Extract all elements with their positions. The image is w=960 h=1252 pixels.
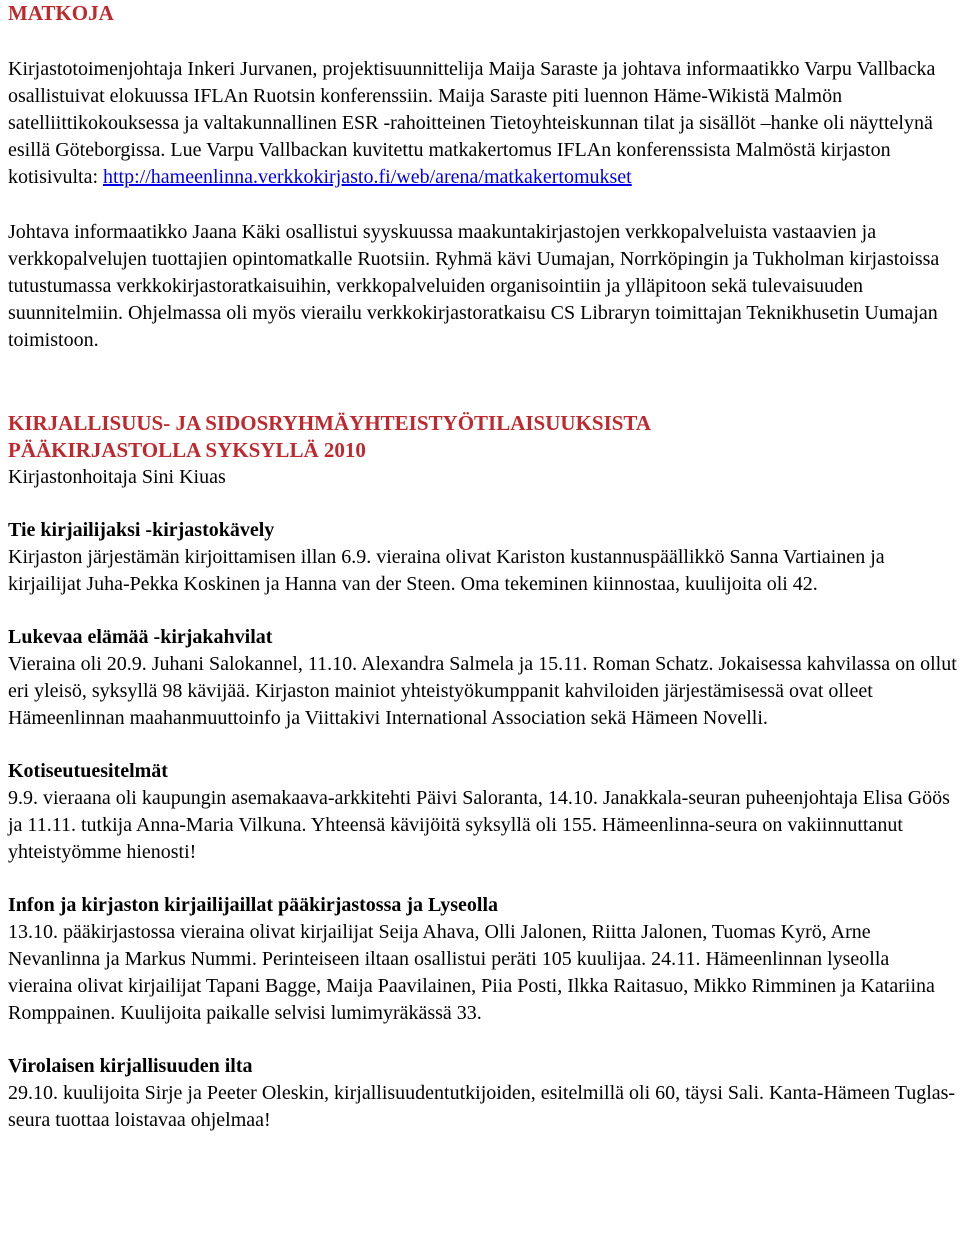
author-line: Kirjastonhoitaja Sini Kiuas [8,466,226,488]
event-heading: Virolaisen kirjallisuuden ilta [8,1055,253,1077]
event-heading: Infon ja kirjaston kirjailijaillat pääkirjastossa ja Lyseolla [8,894,499,916]
event-section [8,892,958,1027]
event-heading: Lukevaa elämää -kirjakahvilat [8,626,273,648]
kirjallisuus-heading-line-2: PÄÄKIRJASTOLLA SYKSYLLÄ 2010 [8,438,366,462]
event-section [8,758,958,866]
matkoja-paragraph-1 [8,56,958,191]
event-heading: Tie kirjailijaksi -kirjastokävely [8,519,275,541]
document-page [8,0,958,1134]
matkakertomukset-link[interactable]: http://hameenlinna.verkkokirjasto.fi/web/arena/matkakertomukset [103,166,632,188]
event-text: Vieraina oli 20.9. Juhani Salokannel, 11.10. Alexandra Salmela ja 15.11. Roman Schatz. Jokaisessa kahvilassa on ollut eri yleisö, syksyllä 98 kävijää. Kirjaston mainiot yhteistyökumppanit kahviloiden järjestämisessä ovat olleet Hämeenlinnan maahanmuuttoinfo ja Viittakivi International Association sekä Hämeen Novelli. [8,653,957,729]
event-section [8,1053,958,1134]
kirjallisuus-heading [8,410,958,464]
kirjallisuus-heading-line-1: KIRJALLISUUS- JA SIDOSRYHMÄYHTEISTYÖTILAISUUKSISTA [8,411,652,435]
event-text: 29.10. kuulijoita Sirje ja Peeter Oleskin, kirjallisuudentutkijoiden, esitelmillä oli 60, täysi Sali. Kanta-Hämeen Tuglas-seura tuottaa loistavaa ohjelmaa! [8,1082,956,1131]
matkoja-paragraph-2: Johtava informaatikko Jaana Käki osallistui syyskuussa maakuntakirjastojen verkkopalveluista vastaavien ja verkkopalvelujen tuottajien opintomatkalle Ruotsiin. Ryhmä kävi Uumajan, Norrköpingin ja Tukholman kirjastoissa tutustumassa verkkokirjastoratkaisuihin, verkkopalveluiden organisointiin ja ylläpitoon sekä tulevaisuuden suunnitelmiin. Ohjelmassa oli myös vierailu verkkokirjastoratkaisu CS Libraryn toimittajan Teknikhusetin Uumajan toimistoon. [8,221,940,351]
event-text: Kirjaston järjestämän kirjoittamisen illan 6.9. vieraina olivat Kariston kustannuspäällikkö Sanna Vartiainen ja kirjailijat Juha-Pekka Koskinen ja Hanna van der Steen. Oma tekeminen kiinnostaa, kuulijoita oli 42. [8,546,885,595]
matkoja-heading: MATKOJA [8,1,114,25]
event-section [8,517,958,598]
event-heading: Kotiseutuesitelmät [8,760,168,782]
event-text: 13.10. pääkirjastossa vieraina olivat kirjailijat Seija Ahava, Olli Jalonen, Riitta Jalonen, Tuomas Kyrö, Arne Nevanlinna ja Markus Nummi. Perinteiseen iltaan osallistui peräti 105 kuulijaa. 24.11. Hämeenlinnan lyseolla vieraina olivat kirjailijat Tapani Bagge, Maija Paavilainen, Piia Posti, Ilkka Raitasuo, Mikko Rimminen ja Katariina Romppainen. Kuulijoita paikalle selvisi lumimyräkässä 33. [8,921,935,1024]
event-text: 9.9. vieraana oli kaupungin asemakaava-arkkitehti Päivi Saloranta, 14.10. Janakkala-seuran puheenjohtaja Elisa Göös ja 11.11. tutkija Anna-Maria Vilkuna. Yhteensä kävijöitä syksyllä oli 155. Hämeenlinna-seura on vakiinnuttanut yhteistyömme hienosti! [8,787,950,863]
matkoja-paragraph-1-text: Kirjastotoimenjohtaja Inkeri Jurvanen, projektisuunnittelija Maija Saraste ja johtava informaatikko Varpu Vallbacka osallistuivat elokuussa IFLAn Ruotsin konferenssiin. Maija Saraste piti luennon Häme-Wikistä Malmön satelliittikokouksessa ja valtakunnallinen ESR -rahoitteinen Tietoyhteiskunnan tilat ja sisällöt –hanke oli näyttelynä esillä Göteborgissa. Lue Varpu Vallbackan kuvitettu matkakertomus IFLAn konferenssista Malmöstä kirjaston kotisivulta: [8,58,936,188]
event-section [8,624,958,732]
